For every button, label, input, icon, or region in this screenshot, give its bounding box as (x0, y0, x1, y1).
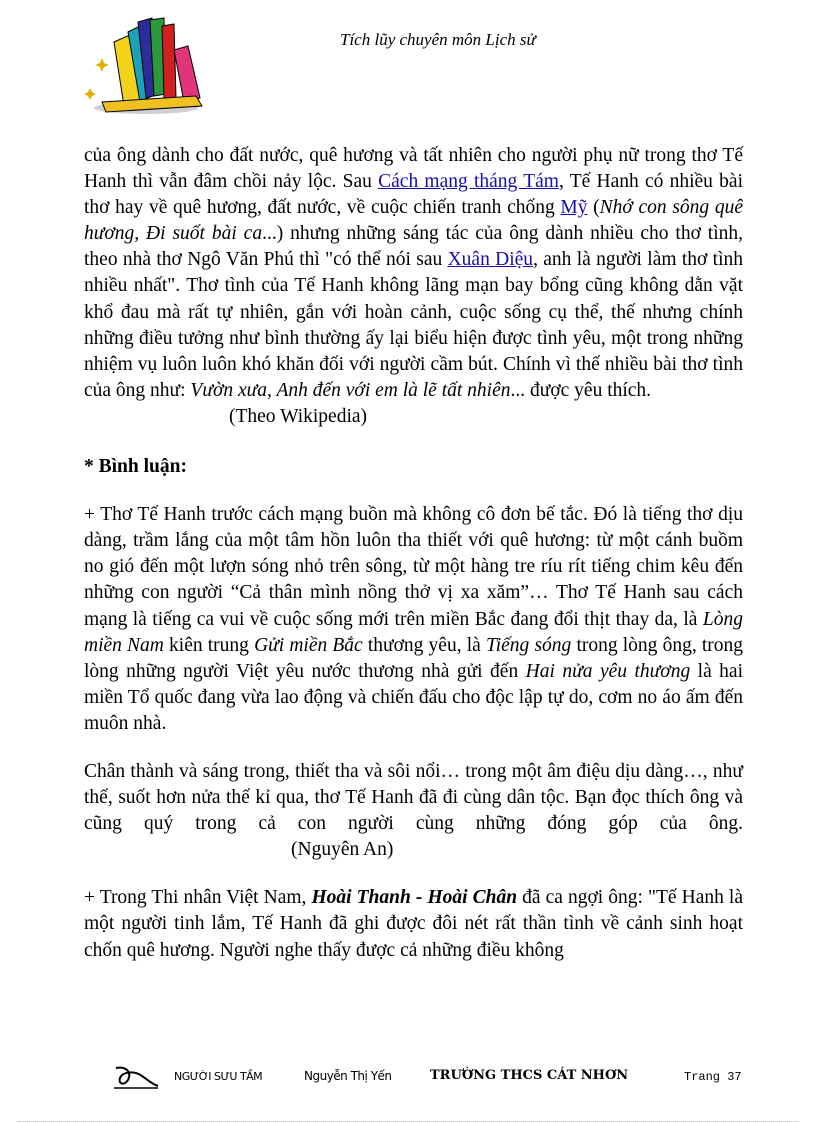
page-footer (112, 1062, 752, 1092)
source-credit: (Theo Wikipedia) (229, 405, 368, 427)
page-bottom-rule (18, 1121, 798, 1122)
source-credit: (Nguyên An) (291, 839, 394, 861)
books-icon (84, 12, 206, 116)
link-my[interactable]: Mỹ (560, 197, 588, 219)
paragraph-commentary-2: Chân thành và sáng trong, thiết tha và sôi nổi… trong một âm điệu dịu dàng…, như thế, suốt hơn nửa thế kỉ qua, thơ Tế Hanh đã đi cùng dân tộc. Bạn đọc thích ông và cũng quý trong cả con người cùng những đóng góp của ông.(Nguyên An) (84, 760, 743, 861)
footer-collector-label: NGƯỜI SƯU TẦM (174, 1070, 263, 1083)
footer-author: Nguyễn Thị Yến (304, 1069, 392, 1083)
footer-school: TRƯỜNG THCS CÁT NHƠN (430, 1068, 629, 1083)
page-number: Trang 37 (684, 1070, 742, 1084)
section-heading: * Bình luận: (84, 456, 187, 478)
signature-icon (112, 1062, 162, 1092)
paragraph-intro: của ông dành cho đất nước, quê hương và tất nhiên cho người phụ nữ trong thơ Tế Hanh thì vẫn đâm chồi nảy lộc. Sau Cách mạng tháng Tám, Tế Hanh có nhiều bài thơ hay về quê hương, đất nước, về cuộc chiến tranh chống Mỹ (Nhớ con sông quê hương, Đi suốt bài ca...) nhưng những sáng tác của ông dành nhiều cho thơ tình, theo nhà thơ Ngô Văn Phú thì "có thể nói sau Xuân Diệu, anh là người làm thơ tình nhiều nhất". Thơ tình của Tế Hanh không lãng mạn bay bổng cũng không dằn vặt khổ đau mà rất tự nhiên, gắn với hoàn cảnh, cuộc sống cụ thể, thế nhưng chính những điều tưởng như bình thường ấy lại biểu hiện được tình yêu, một trong những nhiệm vụ luôn luôn khó khăn đối với người cầm bút. Chính vì thế nhiều bài thơ tình của ông như: Vườn xưa, Anh đến với em là lẽ tất nhiên... được yêu thích. (84, 145, 743, 401)
link-xuan-dieu[interactable]: Xuân Diệu (447, 249, 534, 271)
document-body (84, 143, 743, 964)
page-header-title: Tích lũy chuyên môn Lịch sử (340, 30, 536, 49)
paragraph-commentary-3: + Trong Thi nhân Việt Nam, Hoài Thanh - Hoài Chân đã ca ngợi ông: "Tế Hanh là một người tinh lắm, Tế Hanh đã ghi được đôi nét rất thần tình về cảnh sinh hoạt chốn quê hương. Người nghe thấy được cả những điều không (84, 887, 744, 961)
paragraph-commentary-1: + Thơ Tế Hanh trước cách mạng buồn mà không cô đơn bế tắc. Đó là tiếng thơ dịu dàng, trầm lắng của một tâm hồn luôn tha thiết với quê hương: từ một cánh buồm no gió đến một lượn sóng nhỏ trên sông, từ một hàng tre ríu rít tiếng chim kêu đến những con người “Cả thân mình nồng thở vị xa xăm”… Thơ Tế Hanh sau cách mạng là tiếng ca vui về cuộc sống mới trên miền Bắc đang đổi thịt thay da, là Lòng miền Nam kiên trung Gửi miền Bắc thương yêu, là Tiếng sóng trong lòng ông, trong lòng những người Việt yêu nước thương nhà gửi đến Hai nửa yêu thương là hai miền Tổ quốc đang vừa lao động và chiến đấu cho độc lập tự do, cơm no áo ấm đến muôn nhà. (84, 504, 744, 734)
link-cach-mang-thang-tam[interactable]: Cách mạng tháng Tám (378, 171, 559, 193)
